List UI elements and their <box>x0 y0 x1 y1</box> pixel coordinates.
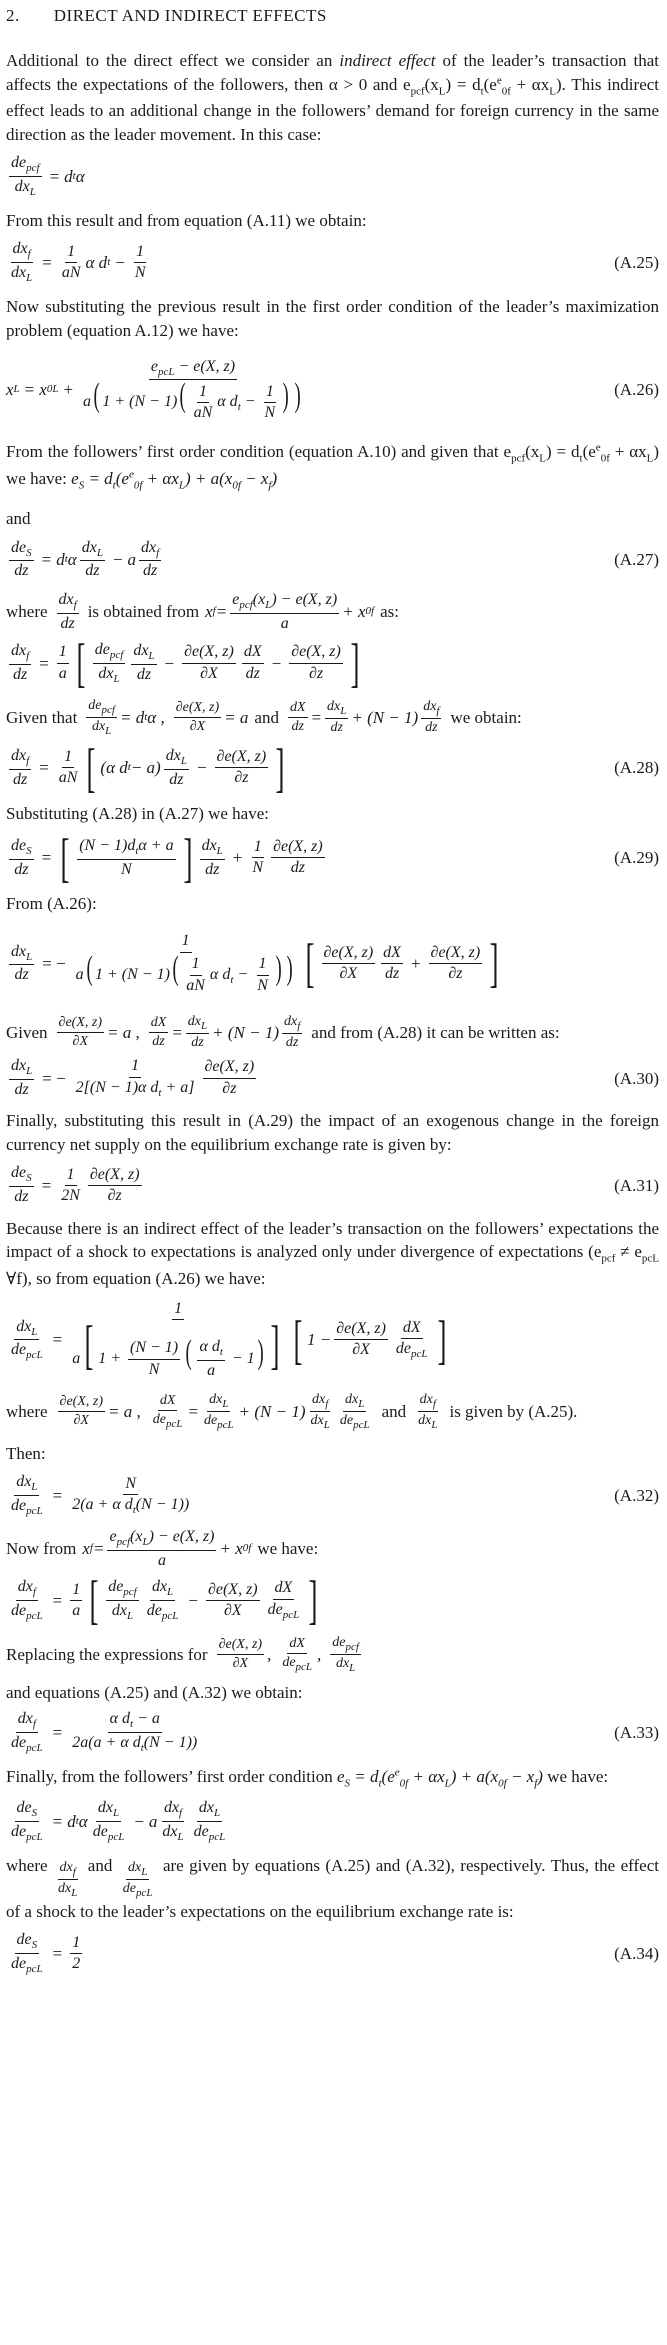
paragraph-14: Then: <box>6 1443 46 1463</box>
equation-dxf-depcl: $dx_f$ $de_{pcL}$ = $\frac{1}{a}$ [ $de_{pcf}$ $dx_L$ $dx_L$ $de_{pcL}$ − $\frac{\partial e(X, z)}{\partial X}$ dX $de_{pcL}$ ] <box>11 1570 318 1631</box>
paragraph-10: Given ∂e(X, z) ∂X = a , dX dz = $dx_L$ dz + (N − 1) $dx_f$ dz and from (A.28) it can be written as: <box>6 1013 560 1051</box>
paragraph-6: where $dx_f$ dz is obtained from x f = $e_{pcf}(x_L) - e(X$, z) a + x 0f as: <box>6 590 399 632</box>
equation-number-a30: (A.30) <box>614 1068 659 1088</box>
equation-a28: $dx_f$ dz = $\frac{1}{aN}$ [ (α d t − a) $dx_L$ dz − $\frac{\partial e(X, z)}{\partial z}$ ] (A.28) <box>11 737 659 798</box>
paragraph-13: where ∂e(X, z) ∂X = a , dX $de_{pcL}$ = $dx_L$ $de_{pcL}$ + (N − 1) $dx_f$ $dx_L$ $dx_L$ $de_{pcL}$ and $dx_f$ $dx_L$ is given by (A.25). <box>6 1391 578 1432</box>
paragraph-8: Substituting (A.28) in (A.27) we have: <box>6 804 269 824</box>
equation-dxf-dz: $dx_f$ dz = $\frac{1}{a}$ [ $de_{pcf}$ $dx_L$ $dx_L$ dz − $\frac{\partial e(X, z)}{\partial X}$ dX dz − $\frac{\partial e(X, z)}{\partial z}$ ] <box>11 633 360 694</box>
equation-a33: $dx_f$ $de_{pcL}$ = $\frac{\alpha d_t - a}{2a(a + \alpha d_t(N - 1))}$ (A.33) <box>11 1710 659 1755</box>
section-number: 2. <box>6 6 20 25</box>
equation-a30: $dx_L$ dz = − $\frac{1}{2[(N - 1)\alpha d_t + a]}$ ∂e(X, z) ∂z (A.30) <box>11 1057 659 1099</box>
equation-dxl-depcl: $dx_L$ $de_{pcL}$ = 1 a[ 1 + $\frac{(N - 1)}{N}$ ( $\frac{\alpha d_t}{a}$ − 1) ] [ 1 − ∂e(X, z) ∂X dX $de_{pcL}$ ] <box>11 1299 447 1379</box>
equation-a25: $dx_f$ $dx_L$ = $\frac{1}{aN}$ α d t − $\frac{1}{N}$ (A.25) <box>11 240 659 285</box>
equation-unnumbered-1: $de_{pcf}$ $dx_L$ = d t α <box>11 154 85 199</box>
equation-a32: $dx_L$ $de_{pcL}$ = $\frac{N}{2(a + \alpha d_t(N - 1))}$ (A.32) <box>11 1473 659 1518</box>
paragraph-2: From this result and from equation (A.11) we obtain: <box>6 211 367 231</box>
equation-a31: $de_S$ dz = $\frac{1}{2N}$ ∂e(X, z) ∂z (A.31) <box>11 1164 659 1206</box>
equation-a27: $de_S$ dz = d t α $dx_L$ dz − a $dx_f$ dz (A.27) <box>11 538 659 580</box>
equation-number-a25: (A.25) <box>614 253 659 273</box>
equation-number-a32: (A.32) <box>614 1485 659 1505</box>
paragraph-5: and <box>6 509 31 529</box>
paragraph-16: Replacing the expressions for ∂e(X, z) ∂X , dX $de_{pcL}$ , $de_{pcf}$ $dx_L$ and equations (A.25) and (A.32) we obtain: <box>6 1634 359 1702</box>
equation-number-a28: (A.28) <box>614 758 659 778</box>
equation-number-a27: (A.27) <box>614 550 659 569</box>
paragraph-3: Now substituting the previous result in the first order condition of the leader’s maximization problem (equation A.12) we have: <box>6 297 659 340</box>
equation-number-a31: (A.31) <box>614 1175 659 1195</box>
equation-a34: $de_S$ $de_{pcL}$ = $\frac{1}{2}$ (A.34) <box>11 1931 659 1976</box>
paragraph-9: From (A.26): <box>6 894 97 914</box>
equation-number-a29: (A.29) <box>614 848 659 868</box>
equation-number-a33: (A.33) <box>614 1722 659 1742</box>
equation-des-depcl: $de_S$ $de_{pcL}$ = d t α $dx_L$ $de_{pcL}$ − a $dx_f$ $dx_L$ $dx_L$ $de_{pcL}$ <box>11 1799 226 1844</box>
paragraph-intro: Additional to the direct effect we consider an indirect effect of the leader’s transaction that affects the expectations of the followers, then α > 0 and $e_{pcf}(x_L) = d_t(e^e_{0f} + \alpha x_L)$. This indirect effect leads to an additional change in the followers’ demand for foreign currency in the same direction as the leader movement. In this case: <box>6 51 660 144</box>
paragraph-18: where $dx_f$ $dx_L$ and $dx_L$ $de_{pcL}$ are given by equations (A.25) and (A.32), respectively. Thus, the effect of a shock to the leader’s expectations on the equilibrium exchange rate is: <box>6 1855 660 1921</box>
equation-number-a26: (A.26) <box>614 380 659 400</box>
paragraph-17: Finally, from the followers’ first order condition $e_S = d_t(e^e_{0f} + \alpha x_L) + a(x_{0f} - x_f)$ we have: <box>6 1766 609 1790</box>
equation-dxl-dz: $dx_L$ dz = − 1 a( 1 + (N − 1)( $\frac{1}{aN}$ α $d_t$ − $\frac{1}{N}$ ) ) [ ∂e(X, z) ∂X dX dz + $\frac{\partial e(X, z)}{\partial z}$ ] <box>11 932 499 994</box>
paragraph-12: Because there is an indirect effect of the leader’s transaction on the followers’ expectations the impact of a shock to expectations is analyzed only under divergence of expectations ($e_{pcf} \ne e_{pcL}$ ∀f), so from equation (A.26) we have: <box>6 1218 659 1288</box>
section-title: DIRECT AND INDIRECT EFFECTS <box>53 6 327 25</box>
paragraph-15: Now from x f = $e_{pcf}(x_L) - e(X$, z) a + x 0f we have: <box>6 1527 319 1569</box>
equation-a29: $de_S$ dz = [ $(N - 1)d_t\alpha + a$ N ] $dx_L$ dz + $\frac{1}{N}$ ∂e(X, z) dz (A.29) <box>11 827 659 888</box>
equation-a26: x L = x 0L + $e_{pcL} - e(X$, z) a( 1 + (N − 1)( $\frac{1}{aN}$ α $d_t$ − $\frac{1}{N}$ ) ) (A.26) <box>6 357 659 422</box>
paragraph-11: Finally, substituting this result in (A.29) the impact of an exogenous change in the foreign currency net supply on the equilibrium exchange rate is given by: <box>6 1111 659 1154</box>
paragraph-7: Given that $de_{pcf}$ $dx_L$ = d t α , ∂e(X, z) ∂X = a and dX dz = $dx_L$ dz + (N − 1) $dx_f$ dz we obtain: <box>6 697 522 737</box>
equation-number-a34: (A.34) <box>614 1943 659 1963</box>
section-header <box>6 4 659 27</box>
paragraph-4: From the followers’ first order condition (equation A.10) and given that $e_{pcf}(x_L) = d_t(e^e_{0f} + \alpha x_L)$ we have: $e_S = d_t(e^e_{0f} + \alpha x_L) + a(x_{0f} - x_f)$ <box>6 441 660 491</box>
